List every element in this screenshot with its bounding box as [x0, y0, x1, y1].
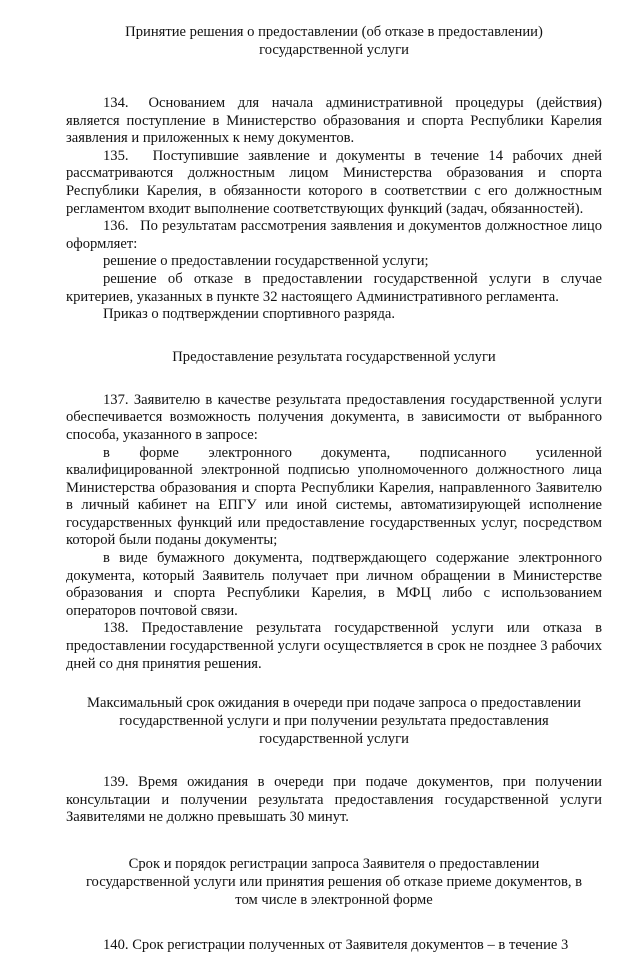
heading-line: государственной услуги или принятия решения об отказе приеме документов, в — [85, 874, 583, 890]
section-heading-queue-time — [60, 694, 608, 748]
paragraph-140: 140. Срок регистрации полученных от Заявителя документов – в течение 3 — [103, 937, 569, 953]
heading-line: Максимальный срок ожидания в очереди при подаче запроса о предоставлении — [87, 695, 581, 712]
section-heading-registration — [60, 855, 608, 909]
section-heading-result — [66, 348, 602, 366]
heading-line: государственной услуги и при получении результата предоставления — [119, 713, 549, 730]
heading-line: государственной услуги — [259, 42, 409, 58]
heading-line: том числе в электронной форме — [235, 892, 433, 908]
heading-line: государственной услуги — [259, 731, 409, 748]
paragraph-137-item-1: в форме электронного документа, подписанного усиленной квалифицированной электронной подписью уполномоченного должностного лица Министерства образования и спорта Республики Карелия, направленного Заявителю в личный кабинет на ЕПГУ или иной системы, автоматизирующей исполнение государственных функций или предоставление государственных услуг, посредством которой были поданы документы; — [66, 444, 602, 549]
paragraph-137-item-2: в виде бумажного документа, подтверждающего содержание электронного документа, который Заявитель получает при личном обращении в Министерстве образования и спорта Республики Карелия, в МФЦ либо с использованием операторов почтовой связи. — [66, 550, 602, 619]
paragraph-136-item-3: Приказ о подтверждении спортивного разряда. — [103, 306, 396, 323]
heading-line: Срок и порядок регистрации запроса Заявителя о предоставлении — [128, 856, 540, 872]
section-heading-decision — [66, 23, 602, 59]
paragraph-136-item-1: решение о предоставлении государственной услуги; — [103, 253, 429, 270]
paragraph-135: 135. Поступившие заявление и документы в течение 14 рабочих дней рассматриваются должностным лицом Министерства образования и спорта Республики Карелия, в обязанности которого в соответствии с его должностным регламентом входит выполнение соответствующих функций (задач, обязанностей). — [66, 147, 602, 217]
paragraph-136-item-2: решение об отказе в предоставлении государственной услуги в случае критериев, указанных в пункте 32 настоящего Административного регламента. — [66, 270, 602, 305]
heading-line: Предоставление результата государственной услуги — [172, 348, 496, 365]
heading-line: Принятие решения о предоставлении (об отказе в предоставлении) — [125, 24, 543, 40]
paragraph-136: 136. По результатам рассмотрения заявления и документов должностное лицо оформляет: — [66, 218, 602, 252]
paragraph-137: 137. Заявителю в качестве результата предоставления государственной услуги обеспечивается возможность получения документа, в зависимости от выбранного способа, указанного в запросе: — [66, 391, 602, 443]
paragraph-134: 134. Основанием для начала административной процедуры (действия) является поступление в Министерство образования и спорта Республики Карелия заявления и приложенных к нему документов. — [66, 95, 602, 147]
paragraph-139: 139. Время ожидания в очереди при подаче документов, при получении консультации и получении результата предоставления государственной услуги Заявителями не должно превышать 30 минут. — [66, 774, 602, 826]
paragraph-138: 138. Предоставление результата государственной услуги или отказа в предоставлении государственной услуги осуществляется в срок не позднее 3 рабочих дней со дня принятия решения. — [66, 620, 602, 672]
document-page — [0, 23, 640, 953]
